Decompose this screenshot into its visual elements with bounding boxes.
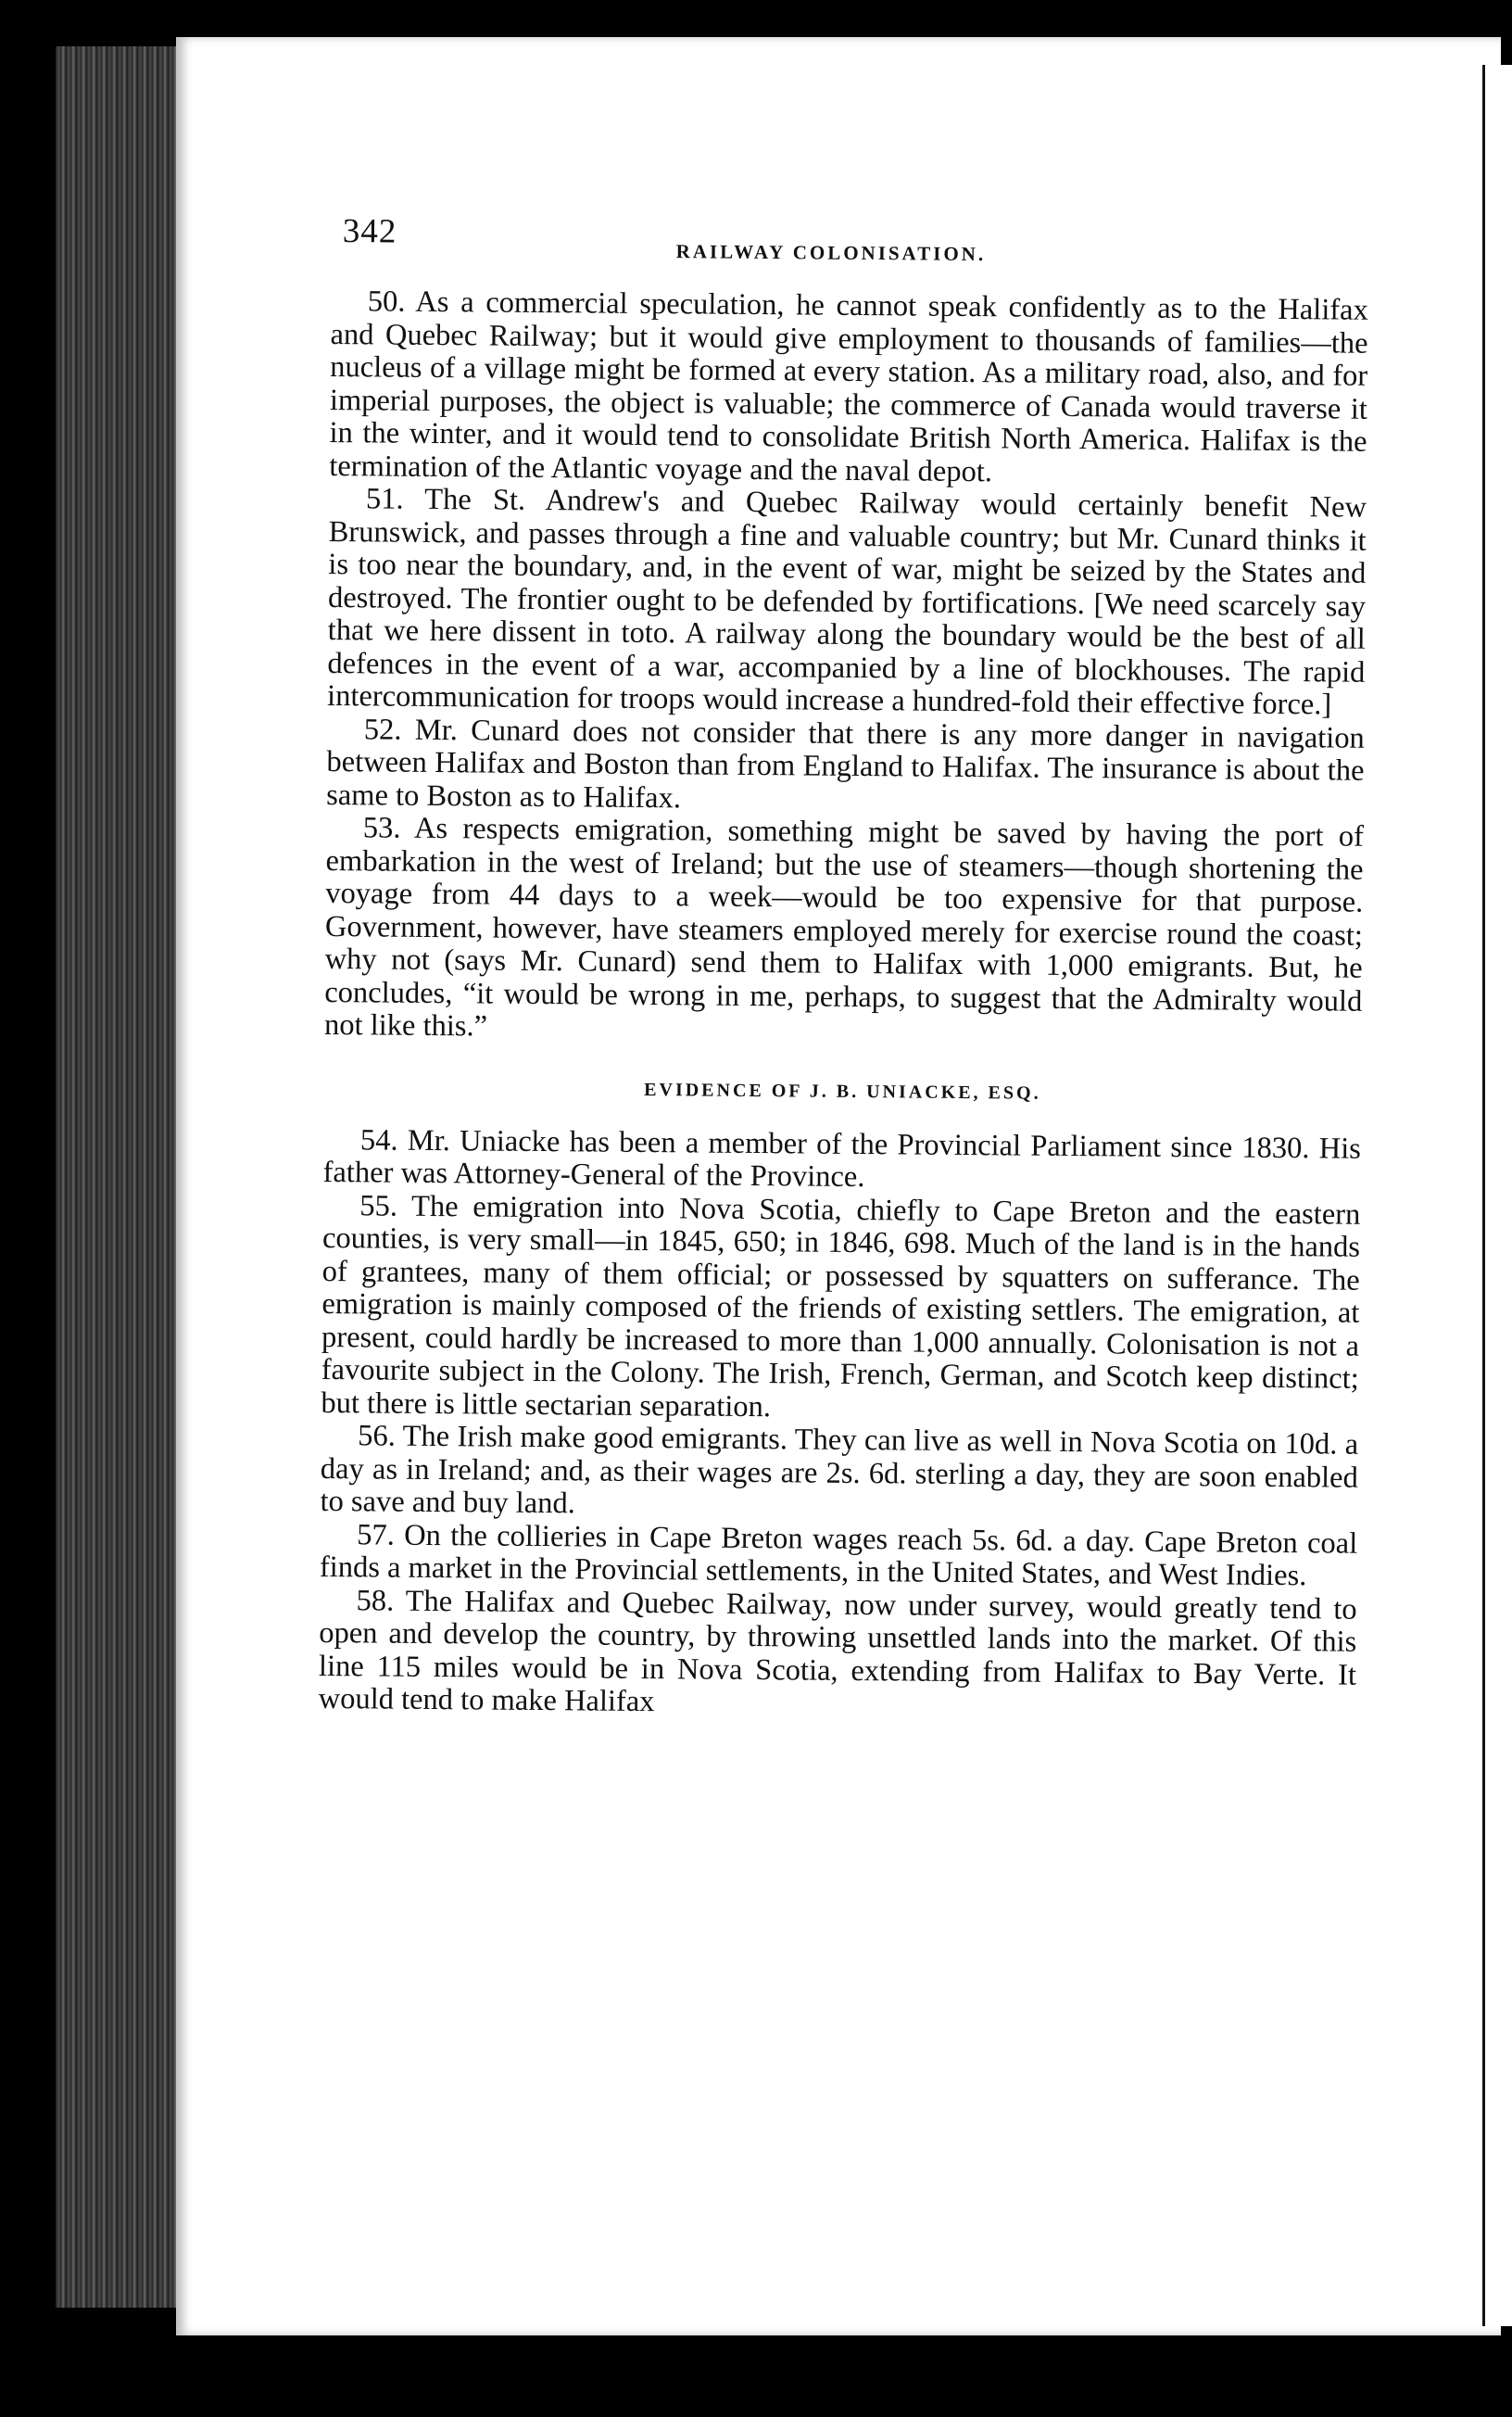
paragraph-53: 53. As respects emigration, something might be saved by having the port of embarkation in the west of Ireland; but the use of steamers—though shortening the voyage from 44 days to a week—would be too expensive for that purpose. Government, however, have steamers employed merely for exercise round the coast; why not (says Mr. Cunard) send them to Halifax with 1,000 emigrants. But, he concludes, “it would be wrong in me, perhaps, to suggest that the Admiralty would not like this.” (323, 811, 1365, 1044)
paragraph-55: 55. The emigration into Nova Scotia, chiefly to Cape Breton and the eastern counties, is very small—in 1845, 650; in 1846, 698. Much of the land is in the hands of grantees, many of them official; or possessed by squatters on sufferance. The emigration is mainly composed of the friends of existing settlers. The emigration, at present, could hardly be increased to more than 1,000 annually. Colonisation is not a favourite subject in the Colony. The Irish, French, German, and Scotch keep distinct; but there is little sectarian separation. (321, 1188, 1361, 1424)
paragraph-50: 50. As a commercial speculation, he cannot speak confidently as to the Halifax and Quebec Railway; but it would give employment to thousands of families—the nucleus of a village might be formed at every station. As a military road, also, and for imperial purposes, the object is valuable; the commerce of Canada would traverse it in the winter, and it would tend to consolidate British North America. Halifax is the termination of the Atlantic voyage and the naval depot. (329, 285, 1368, 488)
running-head (342, 211, 1342, 275)
page-number: 342 (342, 211, 397, 251)
paragraph-57: 57. On the collieries in Cape Breton wages reach 5s. 6d. a day. Cape Breton coal finds a market in the Provincial settlements, in the United States, and West Indies. (319, 1517, 1358, 1593)
paragraph-58: 58. The Halifax and Quebec Railway, now under survey, would greatly tend to open and develop the country, by throwing unsettled lands into the market. Of this line 115 miles would be in Nova Scotia, extending from Halifax to Bay Verte. It would tend to make Halifax (318, 1583, 1357, 1719)
next-page-edge (1482, 65, 1512, 2326)
paragraph-56: 56. The Irish make good emigrants. They can live as well in Nova Scotia on 10d. a day as in Ireland; and, as their wages are 2s. 6d. sterling a day, they are soon enabled to save and buy land. (320, 1419, 1359, 1521)
paragraph-51: 51. The St. Andrew's and Quebec Railway would certainly benefit New Brunswick, and passes through a fine and valuable country; but Mr. Cunard thinks it is too near the boundary, and, in the event of war, might be seized by the States and destroyed. The frontier ought to be defended by fortifications. [We need scarcely say that we here dissent in toto. A railway along the boundary would be the best of all defences in the event of a war, accompanied by a line of blockhouses. The rapid intercommunication for troops would increase a hundred-fold their effective force.] (326, 482, 1367, 722)
running-title: RAILWAY COLONISATION. (675, 240, 987, 266)
body-text (319, 285, 1368, 1725)
paragraph-52: 52. Mr. Cunard does not consider that there is any more danger in navigation between Halifax and Boston than from England to Halifax. The insurance is about the same to Boston as to Halifax. (326, 712, 1365, 815)
paragraph-54: 54. Mr. Uniacke has been a member of the Provincial Parliament since 1830. His father was Attorney-General of the Province. (322, 1122, 1362, 1195)
book-binding-edge (56, 46, 185, 2308)
section-heading: EVIDENCE OF J. B. UNIACKE, ESQ. (644, 1079, 1041, 1104)
